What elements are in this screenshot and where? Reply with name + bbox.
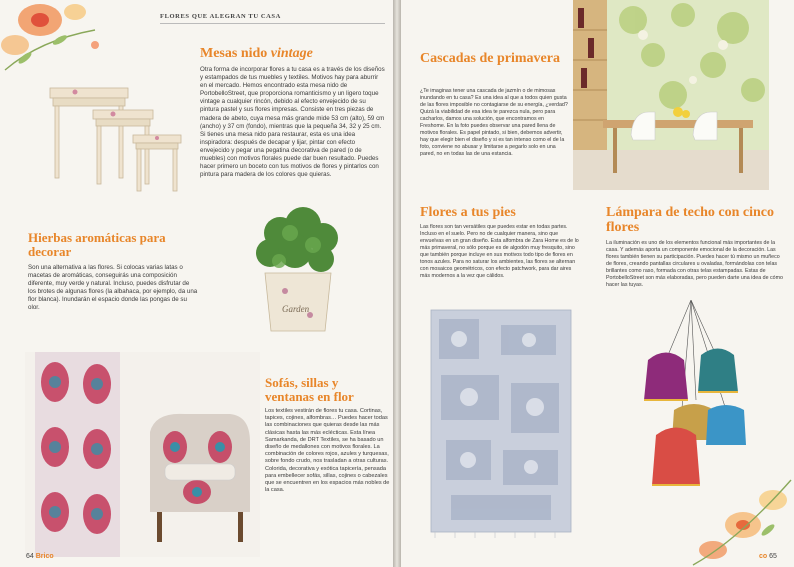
flores-pies-body: Las flores son tan versátiles que puedes estar en todas partes. Incluso en el suelo. Pero no de cualquier manera, sino que envuelvas en un gran diseño. Esta alfombra de Zara Home es de lo más primaveral, no sólo porque es de algodón muy fresquito, sino que también porque incluye en sus motivos todo tipo de flores en tonos azules. Para no saturar los ambientes, las flores se alternan con mosaicos geométricos, con efecto patchwork, para dar aires más modernos a la vez que cálidos. (420, 224, 579, 279)
mesas-title: Mesas nido vintage (200, 46, 313, 61)
left-page (0, 0, 393, 567)
lampara-body: La iluminación es uno de los elementos funcional más importantes de la casa. Y además aporta un componente emocional de la decoración. Las flores también tienen su participación. Puedes hacer tú mismo un muñeco de flores, creando pantallas circulares u ovaladas, formándolas con telas brillantes como raso, formada con otras telas estampadas. Estas de PortobelloStreet son más elaboradas, pero pueden darte una idea de cómo hacer las tuyas. (606, 240, 783, 288)
patchwork-rug-image (411, 305, 601, 540)
left-folio: 64 Brico (26, 553, 54, 560)
header-rule (160, 23, 385, 24)
cascadas-body: ¿Te imaginas tener una cascada de jazmín o de mimosas inundando en tu casa? Es una idea al que a todos quien gusta de las flores imposible no contagiarse de su energía, ¿verdad? Quizá la viabilidad de esa idea te parezca nula, pero para cacharlos, damos una solución, que encontramos en Freshome. En la foto puedes observar una pared llena de motivos florales. Es papel pintado, si bien, debemos advertir, hay que elegir bien el diseño y si es tan intenso como el de la foto, conviene no abusar y limitarse a pegarlo solo en una pared, no en todas las de una estancia. (420, 88, 568, 157)
section-header: FLORES QUE ALEGRAN TU CASA (160, 13, 281, 20)
pot-label: Garden (282, 304, 310, 314)
herb-pot-image (235, 203, 355, 343)
floral-wallpaper-room-image (573, 0, 769, 190)
mesas-body: Otra forma de incorporar flores a tu casa es a través de los diseños y estampados de tus muebles y textiles. Motivos hay para aburrir en el mercado. Hemos encontrado esta mesa nido de PortobelloStreet, que proporciona romanticismo y un ligero toque vintage a cualquier rincón, debido al efecto envejecido de su pintura pastel y sus flores impresas. Consiste en tres piezas de madera de abeto, cuya mesa más grande mide 53 cm (alto), 59 cm (ancho) y 37 cm (fondo), mientras que la pequeña 34, 32 y 25 cm. Si tienes una mesa nido para restaurar, esta es una idea inspiradora: después de decapar y lijar, pintar con efecto envejecido y pegar una pegatina decorativa de pared (o de muebles) con motivos florales puede dar buen resultado. Puedes hacer primero un boceto con tus motivos de flores y pintarlos con pintura para madera de los colores que quieras. (200, 66, 385, 179)
hierbas-title: Hierbas aromáticas para decorar (28, 230, 166, 259)
watercolor-flowers-illustration (0, 0, 120, 75)
watercolor-flowers-corner (683, 470, 794, 567)
armchair-curtain-image (25, 352, 260, 557)
sofas-body: Los textiles vestirán de flores tu casa. Cortinas, tapices, cojines, alfombras… Puedes hacer todas las combinaciones que quieras desde las más clásicas hasta las más eclécticas. Esta línea Samarkanda, de DRT Textiles, se ha basado un diseño de medallones con motivos florales. La combinación de colores rojos, azules y turquesas, sobre fondo crudo, nos trasladan a otras culturas. Colorida, decorativa y exótica tapicería, pensada para embellecer sofás, sillas, cojines o cabezales que se encuentren en los espacios más nobles de la casa. (265, 408, 390, 494)
right-page (401, 0, 794, 567)
cascadas-title: Cascadas de primavera (420, 51, 560, 66)
right-folio: co 65 (759, 553, 777, 560)
flores-pies-title: Flores a tus pies (420, 205, 516, 220)
nesting-tables-image (45, 80, 195, 195)
hierbas-body: Son una alternativa a las flores. Si colocas varias latas o macetas de aromáticas, conseguirás una composición diferente, muy verde y natural. Incluso, puedes disfrutar de los brotes de algunas flores (la albahaca, por ejemplo, da una flor blanca). Inundarán el espacio donde las pongas de su olor. (28, 264, 198, 312)
sofas-title: Sofás, sillas y ventanas en flor (265, 375, 354, 404)
page-gutter (393, 0, 401, 567)
lampara-title: Lámpara de techo con cinco flores (606, 205, 774, 235)
